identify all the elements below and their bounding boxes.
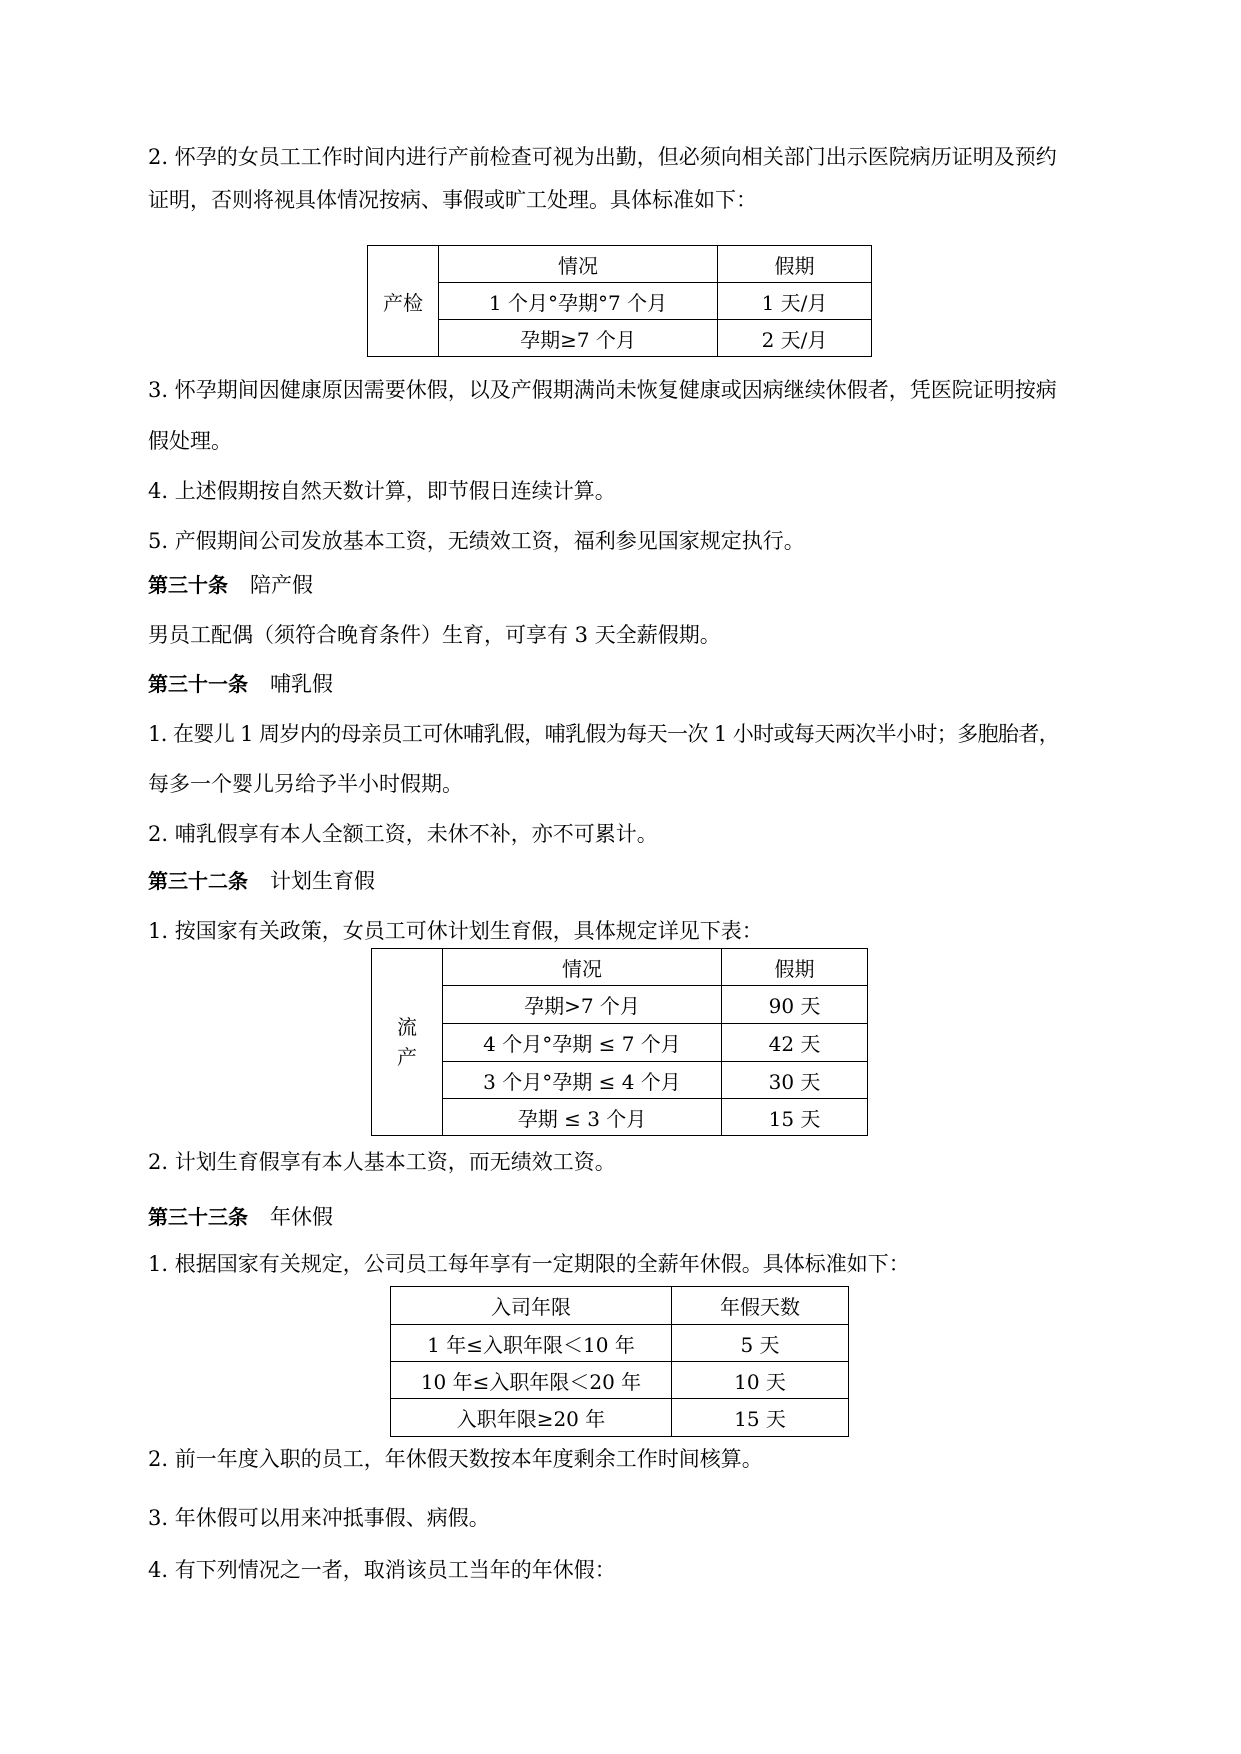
paragraph-4: 4. 上述假期按自然天数计算，即节假日连续计算。 bbox=[148, 479, 616, 503]
article-30-heading bbox=[148, 571, 313, 599]
table2-cell: 孕期 ≤ 3 个月 bbox=[443, 1099, 722, 1136]
article-number: 第三十一条 bbox=[148, 672, 248, 696]
article-32-item-2: 2. 计划生育假享有本人基本工资，而无绩效工资。 bbox=[148, 1150, 616, 1174]
table2-label-a: 流 bbox=[397, 1015, 417, 1039]
article-33-item-3: 3. 年休假可以用来冲抵事假、病假。 bbox=[148, 1506, 490, 1530]
table2-cell: 3 个月°孕期 ≤ 4 个月 bbox=[443, 1062, 722, 1099]
table3-cell: 5 天 bbox=[672, 1325, 849, 1362]
article-number: 第三十三条 bbox=[148, 1205, 248, 1229]
table2-label-b: 产 bbox=[397, 1045, 417, 1069]
table1-cell: 孕期≥7 个月 bbox=[439, 320, 718, 357]
article-33-heading bbox=[148, 1203, 333, 1231]
table1-header-situation: 情况 bbox=[439, 246, 718, 283]
table1-header-leave: 假期 bbox=[718, 246, 872, 283]
prenatal-check-table bbox=[367, 245, 872, 357]
article-number: 第三十条 bbox=[148, 573, 228, 597]
table2-label bbox=[372, 949, 443, 1136]
table3-cell: 15 天 bbox=[672, 1399, 849, 1437]
table1-cell: 1 个月°孕期°7 个月 bbox=[439, 283, 718, 320]
table2-cell: 4 个月°孕期 ≤ 7 个月 bbox=[443, 1024, 722, 1062]
table3-cell: 入职年限≥20 年 bbox=[391, 1399, 672, 1437]
article-31-item-2: 2. 哺乳假享有本人全额工资，未休不补，亦不可累计。 bbox=[148, 822, 658, 846]
paragraph-2: 2. 怀孕的女员工工作时间内进行产前检查可视为出勤，但必须向相关部门出示医院病历证明及预约 bbox=[148, 145, 1057, 169]
table3-cell: 1 年≤入职年限＜10 年 bbox=[391, 1325, 672, 1362]
article-32-heading bbox=[148, 867, 375, 895]
table2-cell: 90 天 bbox=[722, 986, 868, 1024]
article-32-item-1: 1. 按国家有关政策，女员工可休计划生育假，具体规定详见下表： bbox=[148, 919, 763, 943]
family-planning-table bbox=[371, 948, 868, 1136]
table2-cell: 15 天 bbox=[722, 1099, 868, 1136]
article-31-item-1-cont: 每多一个婴儿另给予半小时假期。 bbox=[148, 772, 463, 796]
article-30-text: 男员工配偶（须符合晚育条件）生育，可享有 3 天全薪假期。 bbox=[148, 623, 721, 647]
article-33-item-1: 1. 根据国家有关规定，公司员工每年享有一定期限的全薪年休假。具体标准如下： bbox=[148, 1252, 910, 1276]
table2-header-situation: 情况 bbox=[443, 949, 722, 986]
paragraph-3-cont: 假处理。 bbox=[148, 429, 232, 453]
table1-label: 产检 bbox=[368, 246, 439, 357]
table3-cell: 10 年≤入职年限＜20 年 bbox=[391, 1362, 672, 1399]
table1-cell: 1 天/月 bbox=[718, 283, 872, 320]
table3-header-days: 年假天数 bbox=[672, 1287, 849, 1325]
article-33-item-2: 2. 前一年度入职的员工，年休假天数按本年度剩余工作时间核算。 bbox=[148, 1447, 763, 1471]
article-title: 计划生育假 bbox=[270, 869, 375, 893]
annual-leave-table bbox=[390, 1286, 849, 1437]
article-33-item-4: 4. 有下列情况之一者，取消该员工当年的年休假： bbox=[148, 1558, 616, 1582]
table2-cell: 孕期>7 个月 bbox=[443, 986, 722, 1024]
article-title: 年休假 bbox=[270, 1205, 333, 1229]
table2-cell: 30 天 bbox=[722, 1062, 868, 1099]
table1-cell: 2 天/月 bbox=[718, 320, 872, 357]
paragraph-5: 5. 产假期间公司发放基本工资，无绩效工资，福利参见国家规定执行。 bbox=[148, 529, 805, 553]
table3-cell: 10 天 bbox=[672, 1362, 849, 1399]
article-number: 第三十二条 bbox=[148, 869, 248, 893]
article-31-heading bbox=[148, 670, 333, 698]
table2-header-leave: 假期 bbox=[722, 949, 868, 986]
article-31-item-1: 1. 在婴儿 1 周岁内的母亲员工可休哺乳假，哺乳假为每天一次 1 小时或每天两次半小时；多胞胎者， bbox=[148, 722, 1060, 746]
paragraph-3: 3. 怀孕期间因健康原因需要休假，以及产假期满尚未恢复健康或因病继续休假者，凭医院证明按病 bbox=[148, 378, 1057, 402]
article-title: 哺乳假 bbox=[270, 672, 333, 696]
table2-cell: 42 天 bbox=[722, 1024, 868, 1062]
paragraph-2-cont: 证明，否则将视具体情况按病、事假或旷工处理。具体标准如下： bbox=[148, 188, 757, 212]
article-title: 陪产假 bbox=[250, 573, 313, 597]
table3-header-tenure: 入司年限 bbox=[391, 1287, 672, 1325]
